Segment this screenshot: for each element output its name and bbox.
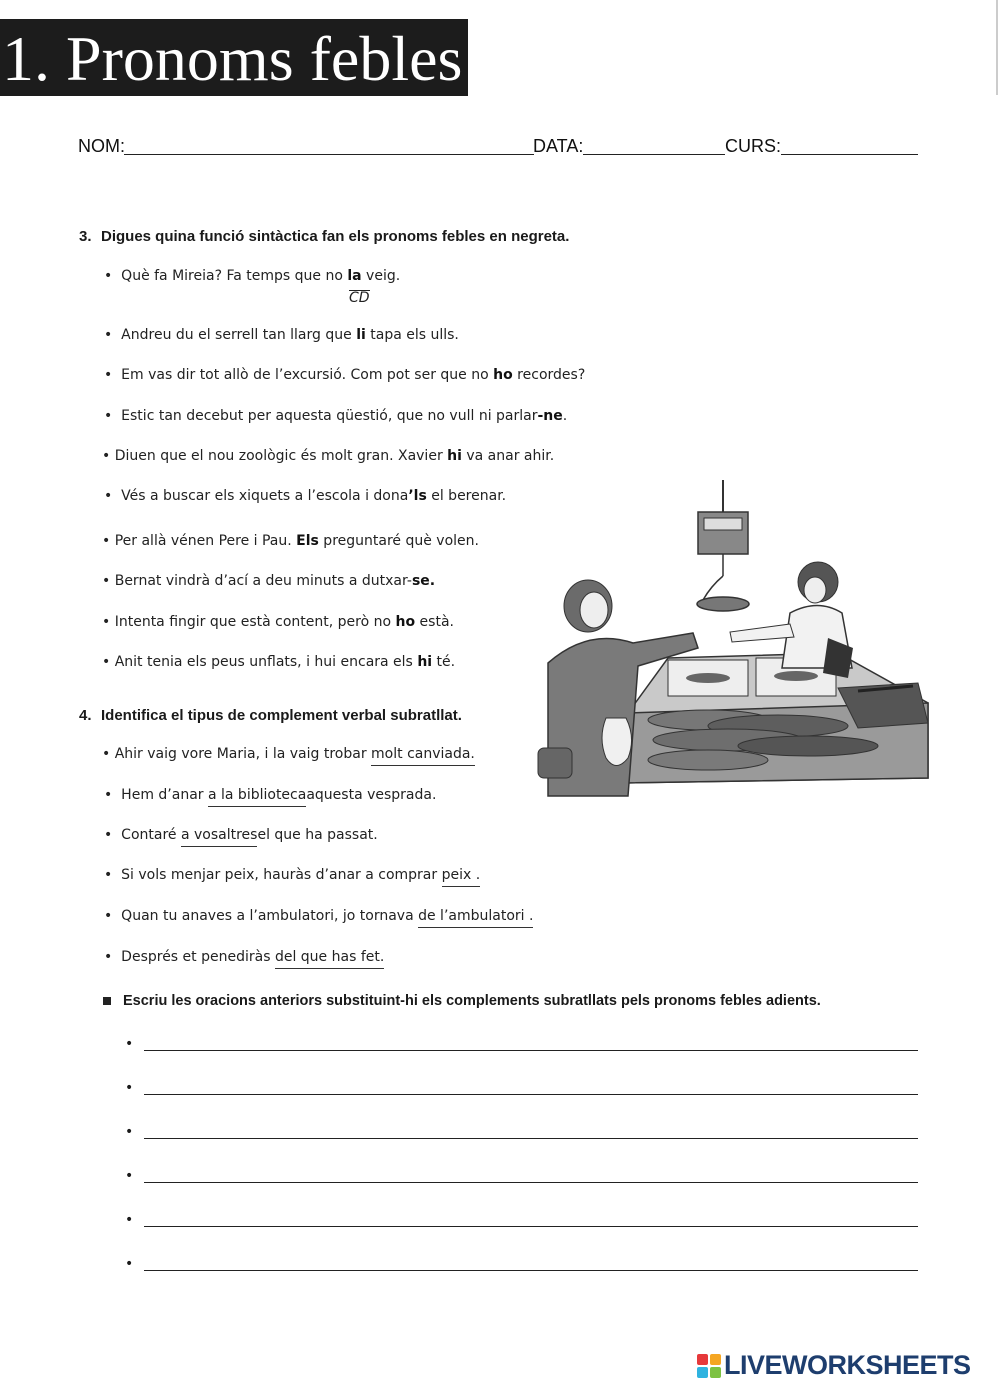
name-label: NOM: xyxy=(78,136,125,156)
page-title: 1. Pronoms febles xyxy=(2,23,463,94)
answer-line-2[interactable]: • xyxy=(125,1080,925,1102)
pronoun-bold: Els xyxy=(296,533,319,549)
page-edge-divider xyxy=(996,0,998,95)
answer-input-line xyxy=(144,1050,918,1051)
logo-text: LIVEWORKSHEETS xyxy=(724,1350,971,1380)
answer-input-line xyxy=(144,1226,918,1227)
logo-tile xyxy=(697,1367,708,1378)
underlined-complement: a vosaltres xyxy=(181,827,258,847)
q4-item-1: • Ahir vaig vore Maria, i la vaig trobar molt canviada. xyxy=(102,746,475,766)
pronoun-bold: ’ls xyxy=(408,488,427,504)
date-label: DATA: xyxy=(533,136,584,156)
underlined-complement: a la biblioteca xyxy=(208,787,306,807)
q3-item-5: • Diuen que el nou zoològic és molt gran. Xavier hi va anar ahir. xyxy=(102,448,555,464)
subtask-instruction: Escriu les oracions anteriors substituint-hi els complements subratllats pels pronoms febles adients. xyxy=(123,993,821,1009)
q3-item-2: • Andreu du el serrell tan llarg que li tapa els ulls. xyxy=(104,327,459,343)
question-4-number: 4. xyxy=(79,707,92,724)
pronoun-bold: se. xyxy=(411,573,436,589)
q3-item-3: • Em vas dir tot allò de l’excursió. Com pot ser que no ho recordes? xyxy=(104,367,586,383)
course-label: CURS: xyxy=(725,136,782,156)
question-4-text: Identifica el tipus de complement verbal subratllat. xyxy=(101,707,462,724)
q3-item-4: • Estic tan decebut per aquesta qüestió, que no vull ni parlar-ne. xyxy=(104,408,568,424)
q3-item-7: • Per allà vénen Pere i Pau. Els preguntaré què volen. xyxy=(102,533,479,549)
logo-tile xyxy=(710,1354,721,1365)
answer-line-3[interactable]: • xyxy=(125,1124,925,1146)
pronoun-bold: li xyxy=(356,327,366,343)
q3-item-8: • Bernat vindrà d’ací a deu minuts a dutxar-se. xyxy=(102,573,436,589)
underlined-complement: de l’ambulatori . xyxy=(418,908,533,928)
question-4-title xyxy=(79,707,462,724)
answer-line-4[interactable]: • xyxy=(125,1168,925,1190)
answer-input-line xyxy=(144,1138,918,1139)
q4-item-2: • Hem d’anar a la bibliotecaaquesta vesprada. xyxy=(104,787,436,807)
answer-line-5[interactable]: • xyxy=(125,1212,925,1234)
pronoun-bold: hi xyxy=(417,654,433,670)
liveworksheets-logo[interactable] xyxy=(697,1350,971,1381)
pronoun-bold: la xyxy=(347,268,362,284)
underlined-complement: del que has fet. xyxy=(275,949,384,969)
question-3-text: Digues quina funció sintàctica fan els pronoms febles en negreta. xyxy=(101,228,570,245)
answer-input-line xyxy=(144,1270,918,1271)
course-field[interactable] xyxy=(781,154,918,155)
pronoun-bold: ho xyxy=(395,614,416,630)
underlined-complement: molt canviada. xyxy=(371,746,475,766)
date-field[interactable] xyxy=(583,154,725,155)
question-3-title xyxy=(79,228,569,245)
example-answer-cd: CD xyxy=(349,290,370,306)
q3-item-1: • Què fa Mireia? Fa temps que no la veig. xyxy=(104,268,401,284)
answer-input-line xyxy=(144,1182,918,1183)
square-bullet-icon xyxy=(103,997,111,1005)
question-3-number: 3. xyxy=(79,228,92,245)
pronoun-bold: ho xyxy=(493,367,513,383)
q4-item-3: • Contaré a vosaltresel que ha passat. xyxy=(104,827,378,847)
answer-line-6[interactable]: • xyxy=(125,1256,925,1278)
name-field[interactable] xyxy=(124,154,534,155)
q3-item-10: • Anit tenia els peus unflats, i hui encara els hi té. xyxy=(102,654,456,670)
answer-line-1[interactable]: • xyxy=(125,1036,925,1058)
fish-market-illustration xyxy=(528,478,933,803)
q3-item-9: • Intenta fingir que està content, però no ho està. xyxy=(102,614,454,630)
title-banner xyxy=(0,19,468,96)
underlined-complement: peix . xyxy=(442,867,481,887)
q4-item-4: • Si vols menjar peix, hauràs d’anar a comprar peix . xyxy=(104,867,480,887)
pronoun-bold: -ne xyxy=(537,408,563,424)
logo-icon xyxy=(697,1354,721,1378)
logo-tile xyxy=(697,1354,708,1365)
answer-input-line xyxy=(144,1094,918,1095)
q4-item-6: • Després et penediràs del que has fet. xyxy=(104,949,384,969)
pronoun-bold: hi xyxy=(447,448,462,464)
q3-item-6: • Vés a buscar els xiquets a l’escola i dona’ls el berenar. xyxy=(104,488,507,504)
q4-item-5: • Quan tu anaves a l’ambulatori, jo tornava de l’ambulatori . xyxy=(104,908,533,928)
logo-tile xyxy=(710,1367,721,1378)
